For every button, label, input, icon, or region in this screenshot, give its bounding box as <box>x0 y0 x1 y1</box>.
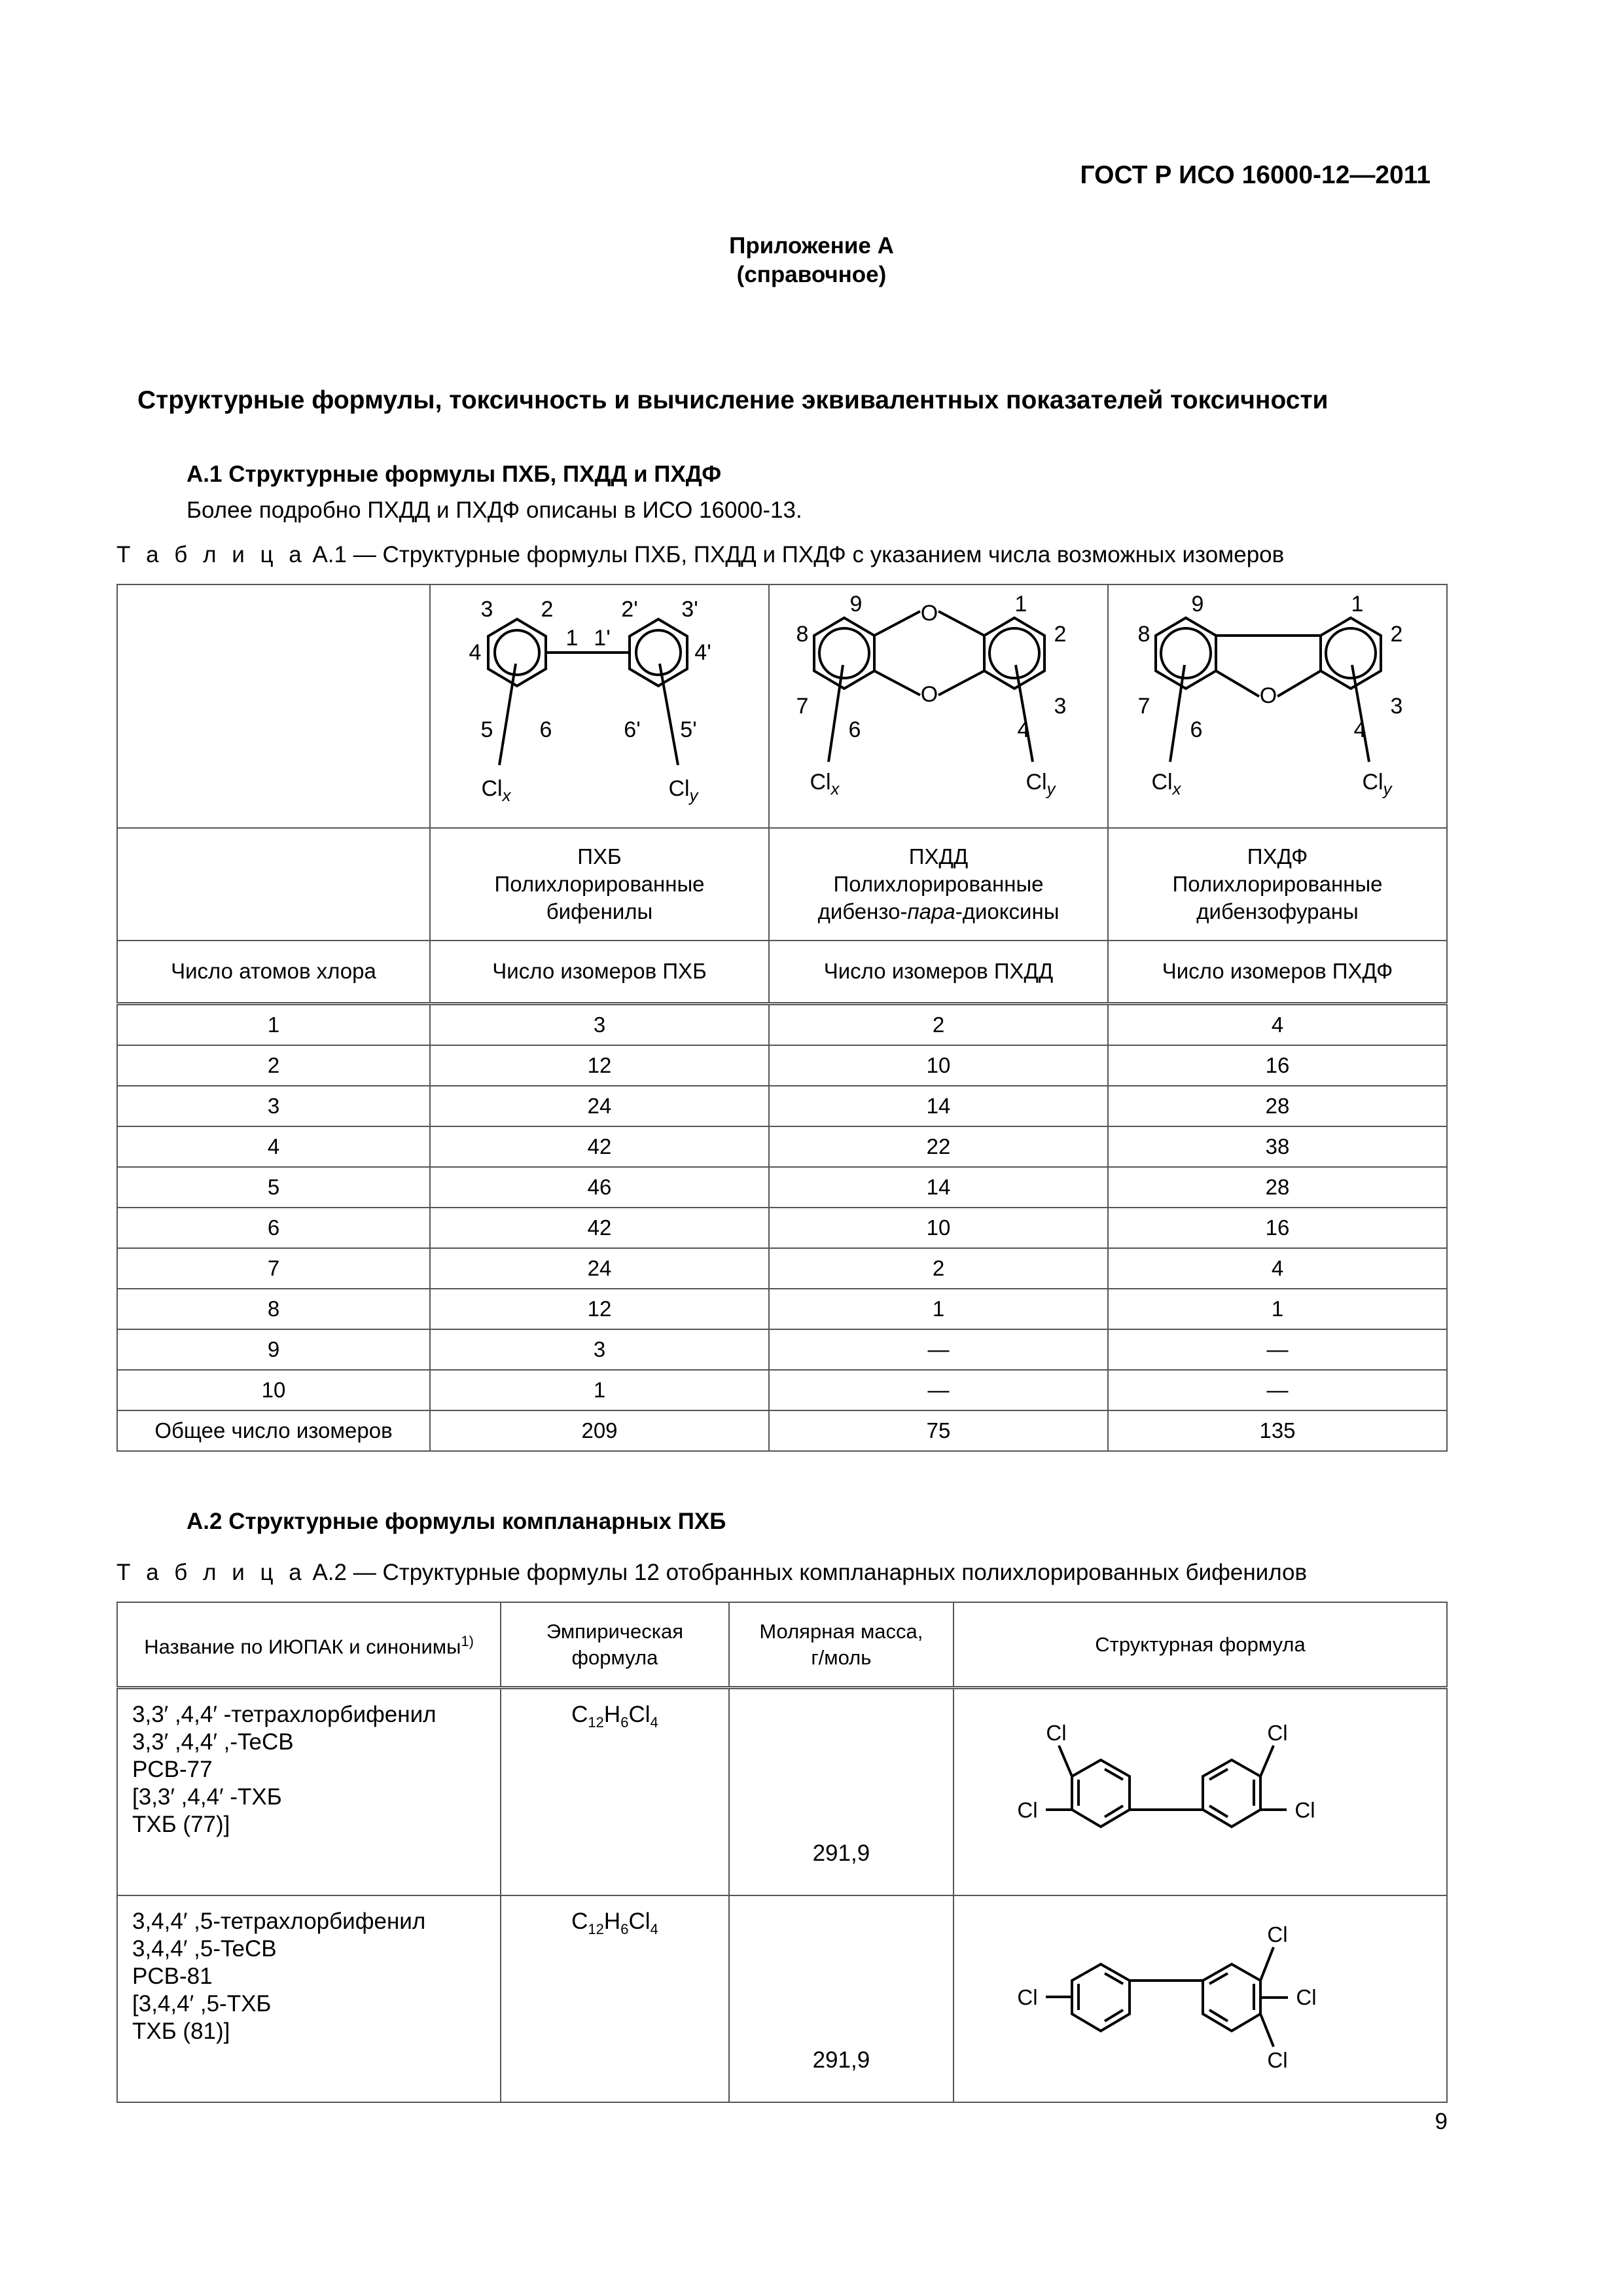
name-line: PCB-77 <box>132 1757 213 1782</box>
label-2p: 2' <box>621 597 638 622</box>
col-header-mass <box>729 1602 954 1688</box>
label-3: 3 <box>1390 694 1403 719</box>
iupac-names-cell <box>117 1895 501 2102</box>
structures-row <box>117 584 1447 828</box>
pcdd-name-prefix: дибензо- <box>817 899 908 924</box>
annex-title: Приложение А <box>729 233 894 259</box>
table-cell: 24 <box>430 1248 769 1289</box>
table-cell: 42 <box>430 1126 769 1167</box>
table-row <box>117 1329 1447 1370</box>
table-label: Т а б л и ц а <box>116 1560 306 1585</box>
label-1p: 1' <box>594 626 611 651</box>
table-cell: 28 <box>1108 1167 1447 1208</box>
table-cell: 1 <box>117 1003 430 1045</box>
label-5p: 5' <box>680 717 697 742</box>
table-cell: 7 <box>117 1248 430 1289</box>
label-2: 2 <box>1390 622 1403 647</box>
table-cell: 2 <box>117 1045 430 1086</box>
footnote-mark: 1) <box>461 1633 474 1650</box>
table-cell: 75 <box>769 1410 1108 1451</box>
pcdf-structure-diagram <box>1109 585 1446 821</box>
table-row <box>117 1895 1447 2102</box>
table-row <box>117 1045 1447 1086</box>
pcdd-structure-cell <box>769 584 1108 828</box>
col-header-formula-l2: формула <box>571 1645 658 1669</box>
molar-mass-cell: 291,9 <box>729 1895 954 2102</box>
name-line: 3,3′ ,4,4′ ,-TeCB <box>132 1729 294 1755</box>
empty-cell <box>117 584 430 828</box>
label-8: 8 <box>1137 622 1150 647</box>
column-header-row <box>117 941 1447 1003</box>
col-header-formula <box>501 1602 729 1688</box>
table-cell: 1 <box>1108 1289 1447 1329</box>
pcdf-name-cell <box>1108 828 1447 941</box>
pcdd-name-para: пара <box>907 899 955 924</box>
label-1: 1 <box>1014 592 1027 617</box>
empirical-formula-cell: $C_{12}H_6Cl_4$ <box>501 1895 729 2102</box>
table-row <box>117 1003 1447 1045</box>
label-9: 9 <box>1191 592 1204 617</box>
label-8: 8 <box>796 622 809 647</box>
label-7: 7 <box>1137 694 1150 719</box>
cl-atom: Cl <box>1267 1922 1288 1946</box>
table-cell: 6 <box>117 1208 430 1248</box>
compound-names-row <box>117 828 1447 941</box>
table-cell: 4 <box>117 1126 430 1167</box>
standard-number: ГОСТ Р ИСО 16000-12—2011 <box>1080 161 1431 189</box>
table-a1-caption <box>116 542 1284 568</box>
table-a2-caption <box>116 1560 1307 1586</box>
name-line: [3,4,4′ ,5-ТХБ <box>132 1991 272 2017</box>
table-cell: 16 <box>1108 1208 1447 1248</box>
col-header-name <box>117 1602 501 1688</box>
label-4: 4 <box>469 640 482 665</box>
table-a1 <box>116 584 1448 1452</box>
label-6: 6 <box>539 717 552 742</box>
table-cell: 38 <box>1108 1126 1447 1167</box>
col-header-mass-l2: г/моль <box>811 1645 872 1669</box>
pcdd-name-line1: Полихлорированные <box>833 872 1044 896</box>
label-7: 7 <box>796 694 809 719</box>
col-header-pcb-isomers: Число изомеров ПХБ <box>430 941 769 1003</box>
col-header-chlorine-atoms: Число атомов хлора <box>117 941 430 1003</box>
table-cell: 4 <box>1108 1248 1447 1289</box>
structure-cell <box>954 1688 1447 1896</box>
label-6: 6 <box>1190 717 1203 742</box>
table-cell: 28 <box>1108 1086 1447 1126</box>
table-label: Т а б л и ц а <box>116 542 306 567</box>
col-header-name-text: Название по ИЮПАК и синонимы <box>144 1635 461 1659</box>
table-row <box>117 1126 1447 1167</box>
molar-mass-cell: 291,9 <box>729 1688 954 1896</box>
pcdd-name-line2 <box>770 898 1107 925</box>
table-cell: 10 <box>769 1208 1108 1248</box>
label-2: 2 <box>541 597 554 622</box>
table-row <box>117 1086 1447 1126</box>
col-header-mass-l1: Молярная масса, <box>759 1619 923 1643</box>
oxygen-bottom: O <box>920 682 938 707</box>
label-6p: 6' <box>624 717 641 742</box>
cl-atom: Cl <box>1017 1985 1038 2009</box>
cly-label: $Cl_y$ <box>1362 770 1392 798</box>
table-cell: 9 <box>117 1329 430 1370</box>
table-cell: — <box>769 1370 1108 1410</box>
table-cell: 3 <box>430 1003 769 1045</box>
oxygen-top: O <box>920 601 938 626</box>
pcdf-name-line2: дибензофураны <box>1196 899 1359 924</box>
empirical-formula-cell: $C_{12}H_6Cl_4$ <box>501 1688 729 1896</box>
clx-label: $Cl_x$ <box>1151 770 1181 798</box>
label-1: 1 <box>1351 592 1364 617</box>
pcdd-name-suffix: -диоксины <box>955 899 1060 924</box>
name-line: [3,3′ ,4,4′ -ТХБ <box>132 1784 282 1810</box>
pcdd-abbr: ПХДД <box>908 844 969 869</box>
table-total-row <box>117 1410 1447 1451</box>
table-cell: 135 <box>1108 1410 1447 1451</box>
label-9: 9 <box>849 592 863 617</box>
annex-subtitle: (справочное) <box>736 262 887 287</box>
pcb-abbr: ПХБ <box>577 844 622 869</box>
label-5: 5 <box>480 717 493 742</box>
cl-atom: Cl <box>1267 2048 1288 2072</box>
pcdf-name-line1: Полихлорированные <box>1172 872 1383 896</box>
section-title: Структурные формулы, токсичность и вычисление эквивалентных показателей токсичности <box>137 386 1329 414</box>
cl-atom: Cl <box>1017 1798 1038 1822</box>
a2-heading: А.2 Структурные формулы компланарных ПХБ <box>187 1509 726 1534</box>
table-cell: 3 <box>430 1329 769 1370</box>
empty-cell <box>117 828 430 941</box>
label-3p: 3' <box>681 597 698 622</box>
pcb77-structure-diagram <box>954 1700 1446 1878</box>
table-cell: 12 <box>430 1045 769 1086</box>
table-caption-text: А.1 — Структурные формулы ПХБ, ПХДД и ПХДФ с указанием числа возможных изомеров <box>306 542 1285 567</box>
cly-label: $Cl_y$ <box>668 776 698 805</box>
a1-heading: А.1 Структурные формулы ПХБ, ПХДД и ПХДФ <box>187 461 722 487</box>
name-line: ТХБ (77)] <box>132 1812 230 1837</box>
table-cell: 16 <box>1108 1045 1447 1086</box>
oxygen: O <box>1259 683 1277 708</box>
table-row <box>117 1248 1447 1289</box>
table-row <box>117 1688 1447 1896</box>
col-header-structure: Структурная формула <box>954 1602 1447 1688</box>
cly-label: $Cl_y$ <box>1026 770 1056 798</box>
table-cell: 5 <box>117 1167 430 1208</box>
table-cell: 4 <box>1108 1003 1447 1045</box>
structure-cell <box>954 1895 1447 2102</box>
pcdf-abbr: ПХДФ <box>1247 844 1308 869</box>
cl-atom: Cl <box>1296 1985 1317 2009</box>
table-cell: 1 <box>430 1370 769 1410</box>
table-cell: — <box>1108 1329 1447 1370</box>
table-cell: 209 <box>430 1410 769 1451</box>
cl-atom: Cl <box>1294 1798 1315 1822</box>
table-cell: 14 <box>769 1167 1108 1208</box>
table-cell: 46 <box>430 1167 769 1208</box>
cl-atom: Cl <box>1046 1721 1067 1745</box>
name-line: 3,4,4′ ,5-тетрахлорбифенил <box>132 1909 426 1934</box>
cl-atom: Cl <box>1267 1721 1288 1745</box>
table-cell: 24 <box>430 1086 769 1126</box>
label-4p: 4' <box>694 640 711 665</box>
pcdf-structure-cell <box>1108 584 1447 828</box>
table-cell: — <box>1108 1370 1447 1410</box>
clx-label: $Cl_x$ <box>481 776 511 805</box>
pcb-name-cell <box>430 828 769 941</box>
table-cell: 2 <box>769 1003 1108 1045</box>
table-a2-header-row <box>117 1602 1447 1688</box>
label-2: 2 <box>1054 622 1067 647</box>
label-3: 3 <box>1054 694 1067 719</box>
table-a2 <box>116 1602 1448 2103</box>
col-header-pcdf-isomers: Число изомеров ПХДФ <box>1108 941 1447 1003</box>
table-cell: 3 <box>117 1086 430 1126</box>
table-cell: 42 <box>430 1208 769 1248</box>
table-cell: 10 <box>117 1370 430 1410</box>
label-3: 3 <box>480 597 493 622</box>
pcb-name-line2: бифенилы <box>546 899 653 924</box>
name-line: ТХБ (81)] <box>132 2018 230 2044</box>
table-cell: 14 <box>769 1086 1108 1126</box>
table-cell: 1 <box>769 1289 1108 1329</box>
pcb-structure-diagram <box>431 585 768 821</box>
table-row <box>117 1370 1447 1410</box>
table-caption-text: А.2 — Структурные формулы 12 отобранных компланарных полихлорированных бифенилов <box>306 1560 1308 1585</box>
table-cell: 22 <box>769 1126 1108 1167</box>
table-row <box>117 1208 1447 1248</box>
label-6: 6 <box>848 717 861 742</box>
pcb-structure-cell <box>430 584 769 828</box>
label-4: 4 <box>1017 717 1030 742</box>
table-cell: Общее число изомеров <box>117 1410 430 1451</box>
label-4: 4 <box>1353 717 1366 742</box>
name-line: 3,3′ ,4,4′ -тетрахлорбифенил <box>132 1702 437 1727</box>
table-row <box>117 1289 1447 1329</box>
iupac-names-cell <box>117 1688 501 1896</box>
clx-label: $Cl_x$ <box>810 770 840 798</box>
pcdd-name-cell <box>769 828 1108 941</box>
label-1: 1 <box>565 626 579 651</box>
page-number: 9 <box>1435 2109 1448 2134</box>
pcdd-structure-diagram <box>770 585 1107 821</box>
table-cell: 8 <box>117 1289 430 1329</box>
pcb-name-line1: Полихлорированные <box>494 872 705 896</box>
table-row <box>117 1167 1447 1208</box>
name-line: 3,4,4′ ,5-TeCB <box>132 1936 277 1962</box>
table-cell: 2 <box>769 1248 1108 1289</box>
col-header-formula-l1: Эмпирическая <box>546 1619 683 1643</box>
col-header-pcdd-isomers: Число изомеров ПХДД <box>769 941 1108 1003</box>
a1-paragraph: Более подробно ПХДД и ПХДФ описаны в ИСО 16000-13. <box>187 497 802 523</box>
table-cell: 12 <box>430 1289 769 1329</box>
pcb81-structure-diagram <box>954 1907 1446 2085</box>
table-cell: — <box>769 1329 1108 1370</box>
table-cell: 10 <box>769 1045 1108 1086</box>
name-line: PCB-81 <box>132 1964 213 1989</box>
